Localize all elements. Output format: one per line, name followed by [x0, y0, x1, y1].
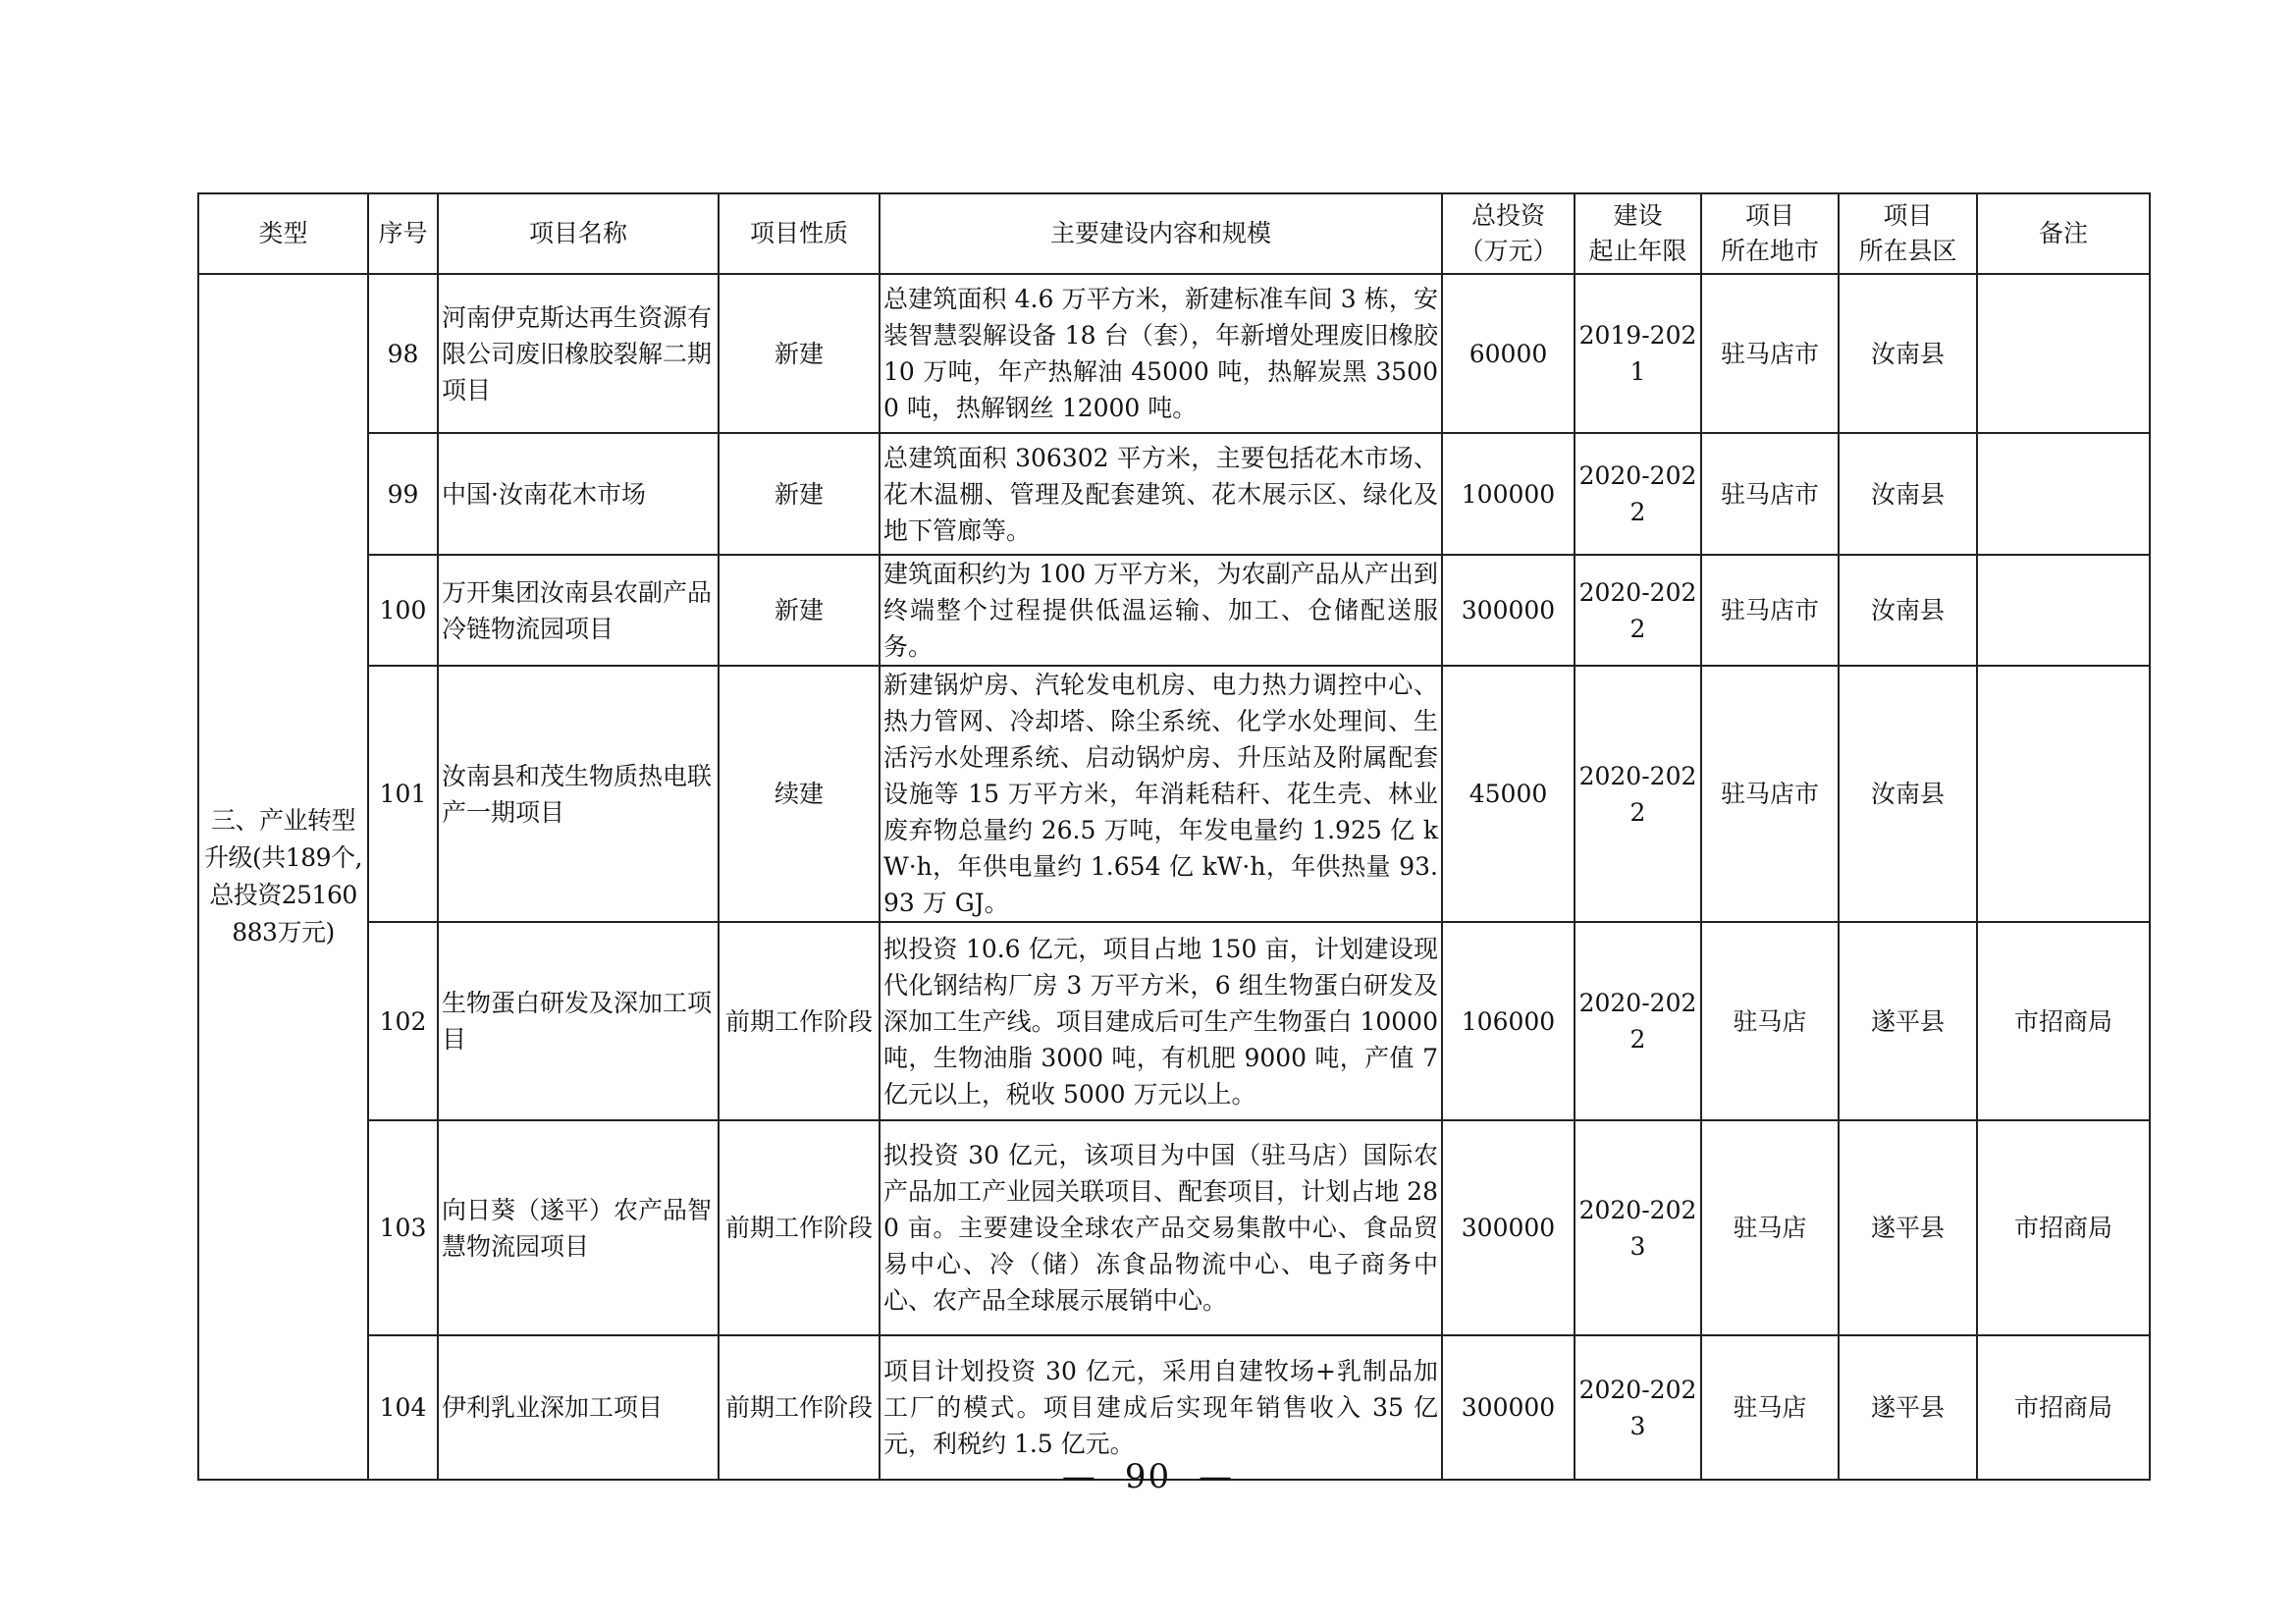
column-header-seq — [368, 193, 438, 274]
column-header-content — [880, 193, 1442, 274]
cell-city: 驻马店市 — [1701, 555, 1839, 666]
cell-city: 驻马店 — [1701, 1120, 1839, 1335]
cell-nature: 前期工作阶段 — [719, 1120, 880, 1335]
cell-remark: 市招商局 — [1977, 922, 2150, 1120]
cell-period: 2019-2021 — [1575, 274, 1701, 433]
table-row — [198, 555, 2150, 666]
cell-remark: 市招商局 — [1977, 1120, 2150, 1335]
table-header-row — [198, 193, 2150, 274]
cell-content: 新建锅炉房、汽轮发电机房、电力热力调控中心、热力管网、冷却塔、除尘系统、化学水处理间、生活污水处理系统、启动锅炉房、升压站及附属配套设施等 15 万平方米，年消耗秸秆、花生壳、林业废弃物总量约 26.5 万吨，年发电量约 1.925 亿 kW·h，年供电量约 1.654 亿 kW·h，年供热量 93.93 万 GJ。 — [880, 666, 1442, 922]
page-footer — [0, 1457, 2296, 1496]
project-table — [197, 192, 2151, 1481]
category-cell: 三、产业转型升级(共189个,总投资25160883万元) — [198, 274, 368, 1480]
column-header-investment-line: （万元） — [1459, 237, 1558, 265]
cell-period: 2020-2022 — [1575, 922, 1701, 1120]
cell-name: 中国·汝南花木市场 — [438, 433, 719, 555]
cell-content: 建筑面积约为 100 万平方米，为农副产品从产出到终端整个过程提供低温运输、加工、仓储配送服务。 — [880, 555, 1442, 666]
cell-seq: 101 — [368, 666, 438, 922]
cell-period: 2020-2023 — [1575, 1335, 1701, 1480]
cell-county: 汝南县 — [1839, 274, 1977, 433]
cell-seq: 103 — [368, 1120, 438, 1335]
table-row — [198, 274, 2150, 433]
column-header-nature — [719, 193, 880, 274]
cell-county: 汝南县 — [1839, 666, 1977, 922]
column-header-type — [198, 193, 368, 274]
column-header-name-line: 项目名称 — [528, 219, 627, 247]
cell-seq: 100 — [368, 555, 438, 666]
column-header-county-line: 项目 — [1883, 201, 1933, 230]
column-header-nature-line: 项目性质 — [749, 219, 848, 247]
cell-content: 拟投资 10.6 亿元，项目占地 150 亩，计划建设现代化钢结构厂房 3 万平方米，6 组生物蛋白研发及深加工生产线。项目建成后可生产生物蛋白 10000 吨，生物油脂 3000 吨，有机肥 9000 吨，产值 7 亿元以上，税收 5000 万元以上。 — [880, 922, 1442, 1120]
column-header-name — [438, 193, 719, 274]
cell-county: 遂平县 — [1839, 1335, 1977, 1480]
footer-dash-right: — — [1199, 1457, 1235, 1496]
cell-period: 2020-2023 — [1575, 1120, 1701, 1335]
cell-content: 总建筑面积 306302 平方米，主要包括花木市场、花木温棚、管理及配套建筑、花木展示区、绿化及地下管廊等。 — [880, 433, 1442, 555]
cell-county: 汝南县 — [1839, 433, 1977, 555]
cell-period: 2020-2022 — [1575, 555, 1701, 666]
page-number: 90 — [1124, 1457, 1172, 1496]
cell-name: 汝南县和茂生物质热电联产一期项目 — [438, 666, 719, 922]
cell-seq: 99 — [368, 433, 438, 555]
cell-nature: 前期工作阶段 — [719, 922, 880, 1120]
cell-remark — [1977, 666, 2150, 922]
cell-county: 遂平县 — [1839, 1120, 1977, 1335]
cell-remark: 市招商局 — [1977, 1335, 2150, 1480]
table-row — [198, 1120, 2150, 1335]
cell-city: 驻马店 — [1701, 922, 1839, 1120]
cell-county: 遂平县 — [1839, 922, 1977, 1120]
cell-city: 驻马店 — [1701, 1335, 1839, 1480]
table-row — [198, 922, 2150, 1120]
cell-remark — [1977, 555, 2150, 666]
column-header-period-line: 起止年限 — [1588, 237, 1687, 265]
cell-name: 伊利乳业深加工项目 — [438, 1335, 719, 1480]
cell-nature: 新建 — [719, 433, 880, 555]
column-header-remark-line: 备注 — [2038, 219, 2088, 247]
cell-nature: 前期工作阶段 — [719, 1335, 880, 1480]
column-header-city-line: 项目 — [1744, 201, 1794, 230]
cell-investment: 45000 — [1442, 666, 1575, 922]
cell-investment: 300000 — [1442, 1335, 1575, 1480]
cell-nature: 新建 — [719, 555, 880, 666]
cell-name: 河南伊克斯达再生资源有限公司废旧橡胶裂解二期项目 — [438, 274, 719, 433]
cell-investment: 106000 — [1442, 922, 1575, 1120]
table-row — [198, 433, 2150, 555]
cell-seq: 102 — [368, 922, 438, 1120]
cell-seq: 98 — [368, 274, 438, 433]
column-header-investment — [1442, 193, 1575, 274]
footer-dash-left: — — [1061, 1457, 1097, 1496]
cell-name: 生物蛋白研发及深加工项目 — [438, 922, 719, 1120]
cell-nature: 续建 — [719, 666, 880, 922]
cell-content: 项目计划投资 30 亿元，采用自建牧场+乳制品加工厂的模式。项目建成后实现年销售收入 35 亿元，利税约 1.5 亿元。 — [880, 1335, 1442, 1480]
table-row — [198, 666, 2150, 922]
cell-name: 万开集团汝南县农副产品冷链物流园项目 — [438, 555, 719, 666]
cell-investment: 60000 — [1442, 274, 1575, 433]
cell-remark — [1977, 274, 2150, 433]
cell-seq: 104 — [368, 1335, 438, 1480]
column-header-investment-line: 总投资 — [1470, 201, 1545, 230]
cell-period: 2020-2022 — [1575, 433, 1701, 555]
cell-period: 2020-2022 — [1575, 666, 1701, 922]
cell-investment: 100000 — [1442, 433, 1575, 555]
cell-content: 拟投资 30 亿元，该项目为中国（驻马店）国际农产品加工产业园关联项目、配套项目，计划占地 280 亩。主要建设全球农产品交易集散中心、食品贸易中心、冷（储）冻食品物流中心、电子商务中心、农产品全球展示展销中心。 — [880, 1120, 1442, 1335]
column-header-city — [1701, 193, 1839, 274]
column-header-period — [1575, 193, 1701, 274]
column-header-county — [1839, 193, 1977, 274]
column-header-county-line: 所在县区 — [1858, 237, 1957, 265]
cell-city: 驻马店市 — [1701, 666, 1839, 922]
cell-investment: 300000 — [1442, 1120, 1575, 1335]
column-header-remark — [1977, 193, 2150, 274]
column-header-content-line: 主要建设内容和规模 — [1049, 219, 1271, 247]
cell-content: 总建筑面积 4.6 万平方米，新建标准车间 3 栋，安装智慧裂解设备 18 台（套），年新增处理废旧橡胶 10 万吨，年产热解油 45000 吨，热解炭黑 35000 吨，热解钢丝 12000 吨。 — [880, 274, 1442, 433]
cell-city: 驻马店市 — [1701, 274, 1839, 433]
column-header-type-line: 类型 — [258, 219, 308, 247]
cell-city: 驻马店市 — [1701, 433, 1839, 555]
cell-name: 向日葵（遂平）农产品智慧物流园项目 — [438, 1120, 719, 1335]
cell-nature: 新建 — [719, 274, 880, 433]
column-header-city-line: 所在地市 — [1720, 237, 1819, 265]
cell-county: 汝南县 — [1839, 555, 1977, 666]
cell-remark — [1977, 433, 2150, 555]
table-body — [198, 274, 2150, 1480]
column-header-seq-line: 序号 — [378, 219, 428, 247]
column-header-period-line: 建设 — [1613, 201, 1663, 230]
cell-investment: 300000 — [1442, 555, 1575, 666]
